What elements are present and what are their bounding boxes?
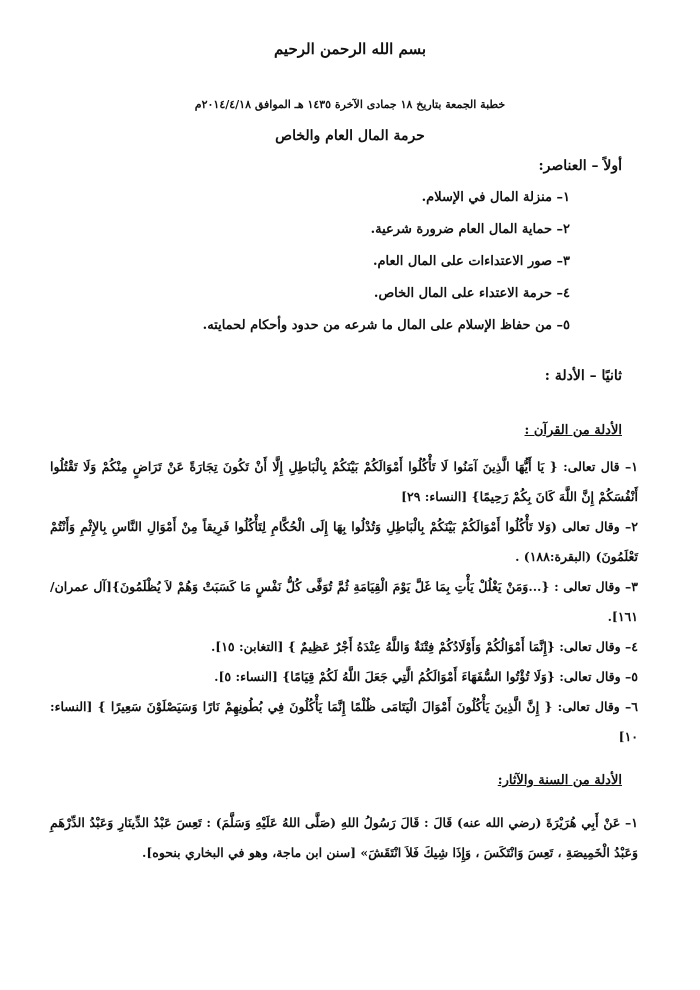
basmala: بسم الله الرحمن الرحيم bbox=[273, 40, 427, 58]
list-item: ٣– صور الاعتداءات على المال العام. bbox=[372, 254, 570, 269]
elements-list bbox=[90, 188, 570, 348]
list-item: ٥– وقال تعالى: {وَلَا تُؤْتُوا السُّفَهَاءَ أَمْوَالَكُمُ الَّتِي جَعَلَ اللَّهُ لَكُمْ قِيَامًا} [النساء: ٥]. bbox=[214, 669, 638, 684]
list-item: ٣– وقال تعالى : {...وَمَنْ يَغْلُلْ يَأْتِ بِمَا غَلَّ يَوْمَ الْقِيَامَةِ ثُمَّ تُوَفَّى كُلُّ نَفْسٍ مَا كَسَبَتْ وَهُمْ لاَ يُظْلَمُونَ}[آل عمران/١٦١]. bbox=[50, 579, 638, 624]
quran-evidence-heading: الأدلة من القرآن : bbox=[524, 423, 622, 438]
list-item: ٢– وقال تعالى (وَلا تَأْكُلُوا أَمْوَالَكُمْ بَيْنَكُمْ بِالْبَاطِلِ وَتُدْلُوا بِهَا إِلَى الْحُكَّامِ لِتَأْكُلُوا فَرِيقاً مِنْ أَمْوَالِ النَّاسِ بِالإِثْمِ وَأَنْتُمْ تَعْلَمُونَ) (البقرة:١٨٨) . bbox=[50, 519, 638, 564]
list-item: ٥– من حفاظ الإسلام على المال ما شرعه من حدود وأحكام لحمايته. bbox=[202, 318, 570, 333]
list-item: ١– قال تعالى: { يَا أَيُّهَا الَّذِينَ آمَنُوا لَا تَأْكُلُوا أَمْوَالَكُمْ بَيْنَكُمْ بِالْبَاطِلِ إِلَّا أَنْ تَكُونَ تِجَارَةً عَنْ تَرَاضٍ مِنْكُمْ وَلَا تَقْتُلُوا أَنْفُسَكُمْ إِنَّ اللَّهَ كَانَ بِكُمْ رَحِيمًا} [النساء: ٢٩] bbox=[50, 459, 638, 504]
elements-heading: أولاً – العناصر: bbox=[538, 158, 622, 174]
list-item: ٤– وقال تعالى: {إِنَّمَا أَمْوَالُكُمْ وَأَوْلَادُكُمْ فِتْنَةٌ وَاللَّهُ عِنْدَهُ أَجْرٌ عَظِيمٌ } [التغابن: ١٥]. bbox=[210, 639, 638, 654]
quran-evidence-list bbox=[50, 452, 638, 752]
list-item: ١– منزلة المال في الإسلام. bbox=[421, 190, 570, 205]
list-item: ٤– حرمة الاعتداء على المال الخاص. bbox=[373, 286, 570, 301]
sermon-date: خطبة الجمعة بتاريخ ١٨ جمادى الآخرة ١٤٣٥ هـ الموافق ٢٠١٤/٤/١٨م bbox=[194, 98, 506, 111]
evidence-heading: ثانيًا – الأدلة : bbox=[544, 368, 622, 384]
list-item: ٦– وقال تعالى: { إِنَّ الَّذِينَ يَأْكُلُونَ أَمْوَالَ الْيَتَامَى ظُلْمًا إِنَّمَا يَأْكُلُونَ فِي بُطُونِهِمْ نَارًا وَسَيَصْلَوْنَ سَعِيرًا } [النساء: ١٠] bbox=[50, 699, 638, 744]
sunnah-evidence-list bbox=[50, 808, 638, 868]
list-item: ١– عَنْ أَبِي هُرَيْرَةَ (رضي الله عنه) قَالَ : قَالَ رَسُولُ اللهِ (صَلَّى اللهُ عَلَيْهِ وَسَلَّمَ) : تَعِسَ عَبْدُ الدِّينَارِ وَعَبْدُ الدِّرْهَمِ وَعَبْدُ الْخَمِيصَةِ ، تَعِسَ وَانْتَكَسَ ، وَإِذَا شِيكَ فَلاَ انْتَقَشَ» [سنن ابن ماجة، وهو في البخاري بنحوه]. bbox=[50, 815, 638, 860]
list-item: ٢– حماية المال العام ضرورة شرعية. bbox=[370, 222, 570, 237]
page-title: حرمة المال العام والخاص bbox=[275, 128, 425, 144]
sunnah-evidence-heading: الأدلة من السنة والآثار: bbox=[497, 773, 622, 788]
